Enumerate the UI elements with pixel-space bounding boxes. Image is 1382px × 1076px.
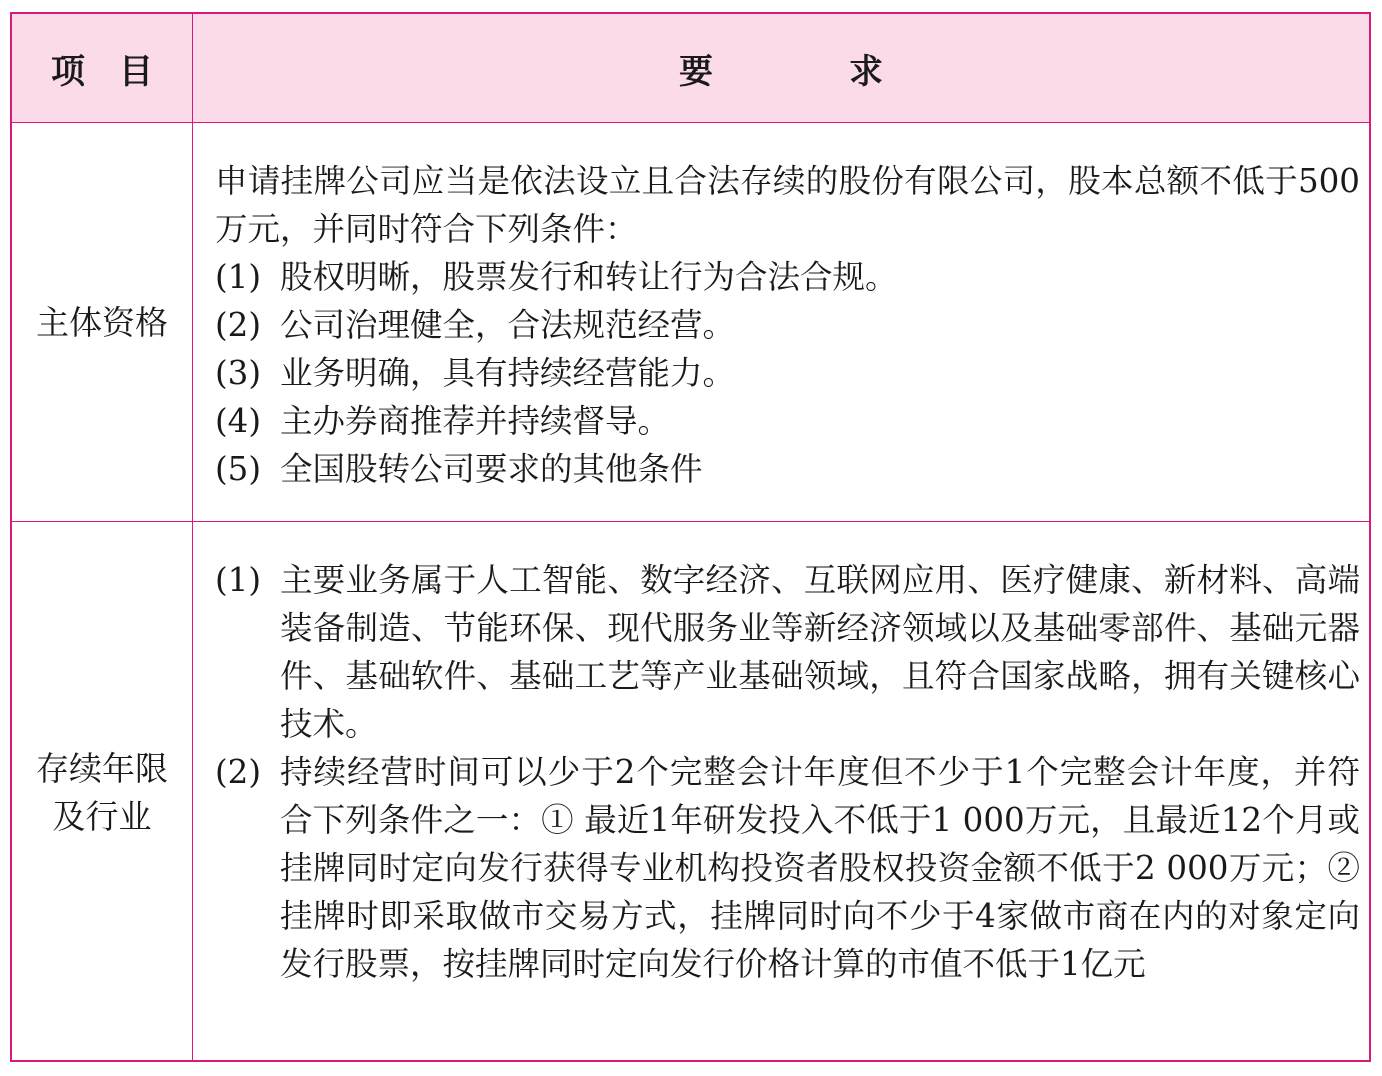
header-item-label: 项 目 — [51, 51, 153, 92]
list-item — [215, 253, 1360, 301]
list-item-number: (2) — [215, 306, 262, 344]
list-item-text: 业务明确，具有持续经营能力。 — [280, 354, 736, 392]
row-divider — [12, 122, 1369, 123]
list-item — [215, 349, 1360, 397]
list-item-number: (1) — [215, 258, 262, 296]
list-item-text: 股权明晰，股票发行和转让行为合法合规。 — [280, 258, 898, 296]
row-label-line: 存续年限 — [36, 748, 168, 788]
list-item-number: (5) — [215, 450, 262, 488]
row-label-subject-qualification — [12, 124, 192, 521]
row-content-duration-industry — [215, 556, 1360, 988]
list-item-text: 主要业务属于人工智能、数字经济、互联网应用、医疗健康、新材料、高端装备制造、节能环保、现代服务业等新经济领域以及基础零部件、基础元器件、基础软件、基础工艺等产业基础领域，且符合国家战略，拥有关键核心技术。 — [280, 561, 1360, 743]
row-content-subject-qualification — [215, 157, 1360, 493]
list-item-text: 公司治理健全，合法规范经营。 — [280, 306, 736, 344]
list-item-number: (2) — [215, 753, 262, 791]
list-item — [215, 556, 1360, 748]
list-item-number: (4) — [215, 402, 262, 440]
row-label-line: 主体资格 — [36, 302, 168, 342]
list-item-number: (1) — [215, 561, 262, 599]
requirements-table — [10, 12, 1371, 1062]
list-item-text: 主办券商推荐并持续督导。 — [280, 402, 671, 440]
row-divider — [12, 521, 1369, 522]
list-item-text: 持续经营时间可以少于2个完整会计年度但不少于1个完整会计年度，并符合下列条件之一：① 最近1年研发投入不低于1 000万元，且最近12个月或挂牌同时定向发行获得专业机构投资者股权投资金额不低于2 000万元；② 挂牌时即采取做市交易方式，挂牌同时向不少于4家做市商在内的对象定向发行股票，按挂牌同时定向发行价格计算的市值不低于1亿元 — [280, 753, 1360, 983]
row-intro-text: 申请挂牌公司应当是依法设立且合法存续的股份有限公司，股本总额不低于500万元，并同时符合下列条件： — [215, 162, 1360, 248]
list-item — [215, 397, 1360, 445]
list-item — [215, 748, 1360, 988]
list-item-text: 全国股转公司要求的其他条件 — [280, 450, 703, 488]
row-label-line: 及行业 — [52, 796, 152, 836]
list-item — [215, 301, 1360, 349]
column-divider — [192, 14, 193, 1060]
header-requirement-label: 要 求 — [679, 51, 883, 92]
row-label-duration-industry — [12, 523, 192, 1062]
list-item — [215, 445, 1360, 493]
list-item-number: (3) — [215, 354, 262, 392]
